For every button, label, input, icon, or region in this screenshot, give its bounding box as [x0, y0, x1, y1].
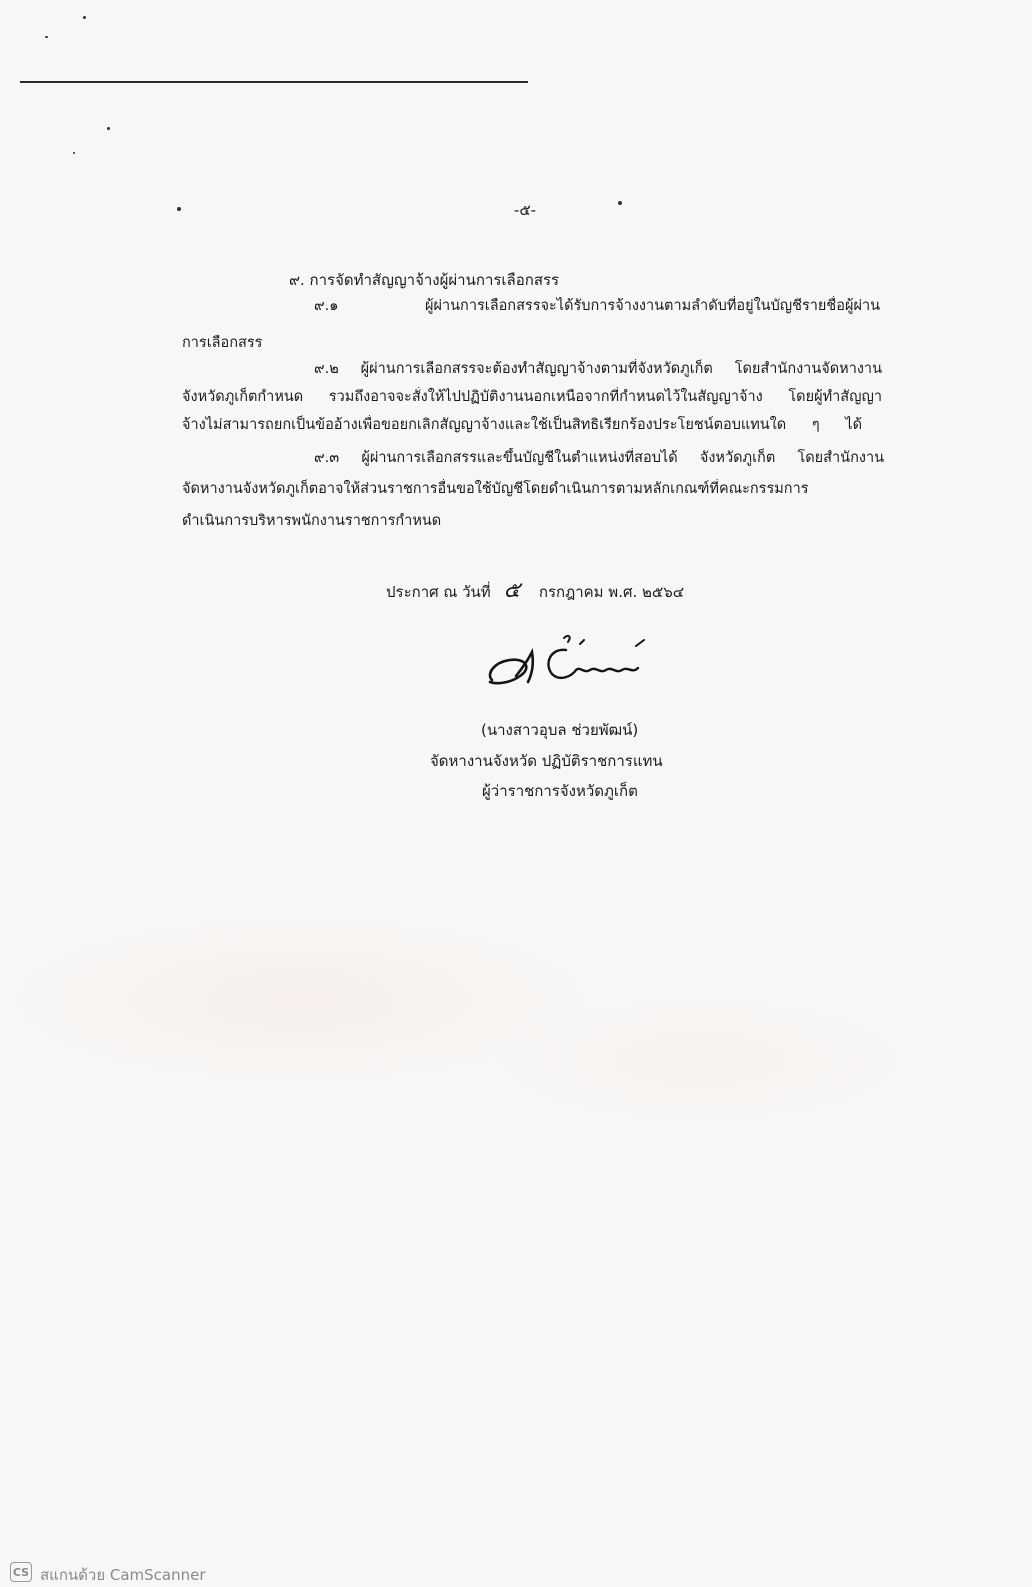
camscanner-logo: CS [10, 1562, 32, 1582]
item-9-3-line-2: จัดหางานจังหวัดภูเก็ตอาจให้ส่วนราชการอื่นขอใช้บัญชีโดยดำเนินการตามหลักเกณฑ์ที่คณะกรรมการ [182, 481, 809, 497]
item-9-2-line-3: จ้างไม่สามารถยกเป็นข้ออ้างเพื่อขอยกเลิกสัญญาจ้างและใช้เป็นสิทธิเรียกร้องประโยชน์ตอบแทนใด ๆ ได้ [182, 417, 862, 433]
section-heading: ๙. การจัดทำสัญญาจ้างผู้ผ่านการเลือกสรร [289, 271, 560, 289]
item-9-1-line-1: ๙.๑ ผู้ผ่านการเลือกสรรจะได้รับการจ้างงานตามลำดับที่อยู่ในบัญชีรายชื่อผู้ผ่าน [314, 298, 880, 314]
signatory-name: (นางสาวอุบล ช่วยพัฒน์) [481, 721, 639, 739]
camscanner-watermark: สแกนด้วย CamScanner [40, 1566, 206, 1584]
item-9-3-line-1: ๙.๓ ผู้ผ่านการเลือกสรรและขึ้นบัญชีในตำแหน่งที่สอบได้ จังหวัดภูเก็ต โดยสำนักงาน [314, 450, 884, 466]
scan-speck [107, 127, 110, 130]
item-9-3-line-3: ดำเนินการบริหารพนักงานราชการกำหนด [182, 513, 442, 529]
scan-speck [618, 201, 622, 205]
signatory-on-behalf: ผู้ว่าราชการจังหวัดภูเก็ต [482, 782, 638, 800]
signatory-position: จัดหางานจังหวัด ปฏิบัติราชการแทน [430, 752, 663, 770]
scan-speck [45, 36, 48, 38]
announcement-month-year: กรกฎาคม พ.ศ. ๒๕๖๔ [538, 583, 685, 601]
scan-speck [83, 16, 86, 19]
announcement-prefix: ประกาศ ณ วันที่ [386, 583, 491, 601]
item-9-2-line-1: ๙.๒ ผู้ผ่านการเลือกสรรจะต้องทำสัญญาจ้างตามที่จังหวัดภูเก็ต โดยสำนักงานจัดหางาน [314, 361, 882, 377]
scan-speck [73, 152, 75, 154]
handwritten-signature [480, 630, 655, 695]
item-9-1-line-2: การเลือกสรร [182, 335, 263, 351]
announcement-day: ๕ [503, 578, 521, 603]
page-number: -๕- [513, 201, 537, 219]
scan-speck [177, 207, 181, 211]
announcement-date [386, 572, 684, 607]
top-rule-line [20, 81, 528, 83]
item-9-2-line-2: จังหวัดภูเก็ตกำหนด รวมถึงอาจจะสั่งให้ไปปฏิบัติงานนอกเหนือจากที่กำหนดไว้ในสัญญาจ้าง โดยผู้ทำสัญญา [182, 389, 882, 405]
